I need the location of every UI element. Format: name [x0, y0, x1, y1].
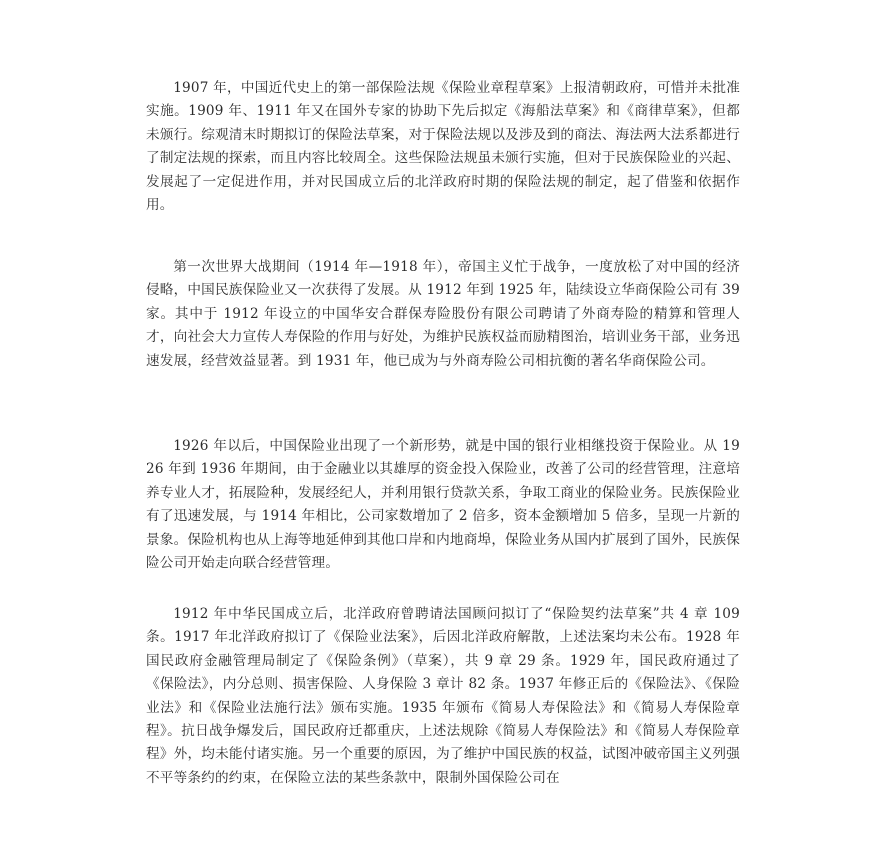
paragraph-3: 1926 年以后，中国保险业出现了一个新形势，就是中国的银行业相继投资于保险业。从 1926 年到 1936 年期间，由于金融业以其雄厚的资金投入保险业，改善了公司的经营管理，注意培养专业人才，拓展险种，发展经纪人，并利用银行贷款关系，争取工商业的保险业务。民族保险业有了迅速发展，与 1914 年相比，公司家数增加了 2 倍多，资本金额增加 5 倍多，呈现一片新的景象。保险机构也从上海等地延伸到其他口岸和内地商埠，保险业务从国内扩展到了国外，民族保险公司开始走向联合经营管理。: [146, 438, 740, 572]
paragraph-2: 第一次世界大战期间（1914 年—1918 年），帝国主义忙于战争，一度放松了对中国的经济侵略，中国民族保险业又一次获得了发展。从 1912 年到 1925 年，陆续设立华商保险公司有 39 家。其中于 1912 年设立的中国华安合群保寿险股份有限公司聘请了外商寿险的精算和管理人才，向社会大力宣传人寿保险的作用与好处，为维护民族权益而励精图治，培训业务干部，业务迅速发展，经营效益显著。到 1931 年，他已成为与外商寿险公司相抗衡的著名华商保险公司。: [146, 259, 740, 369]
paragraph-1: 1907 年，中国近代史上的第一部保险法规《保险业章程草案》上报清朝政府，可惜并未批准实施。1909 年、1911 年又在国外专家的协助下先后拟定《海船法草案》和《商律草案》，但都未颁行。综观清末时期拟订的保险法草案，对于保险法规以及涉及到的商法、海法两大法系都进行了制定法规的探索，而且内容比较周全。这些保险法规虽未颁行实施，但对于民族保险业的兴起、发展起了一定促进作用，并对民国成立后的北洋政府时期的保险法规的制定，起了借鉴和依据作用。: [146, 80, 740, 214]
paragraph-4: 1912 年中华民国成立后，北洋政府曾聘请法国顾问拟订了“保险契约法草案”共 4 章 109 条。1917 年北洋政府拟订了《保险业法案》，后因北洋政府解散，上述法案均未公布。1928 年国民政府金融管理局制定了《保险条例》（草案），共 9 章 29 条。1929 年，国民政府通过了《保险法》，内分总则、损害保险、人身保险 3 章计 82 条。1937 年修正后的《保险法》、《保险业法》和《保险业法施行法》颁布实施。1935 年颁布《简易人寿保险法》和《简易人寿保险章程》。抗日战争爆发后，国民政府迁都重庆，上述法规除《简易人寿保险法》和《简易人寿保险章程》外，均未能付诸实施。另一个重要的原因，为了维护中国民族的权益，试图冲破帝国主义列强不平等条约的约束，在保险立法的某些条款中，限制外国保险公司在: [146, 606, 740, 786]
